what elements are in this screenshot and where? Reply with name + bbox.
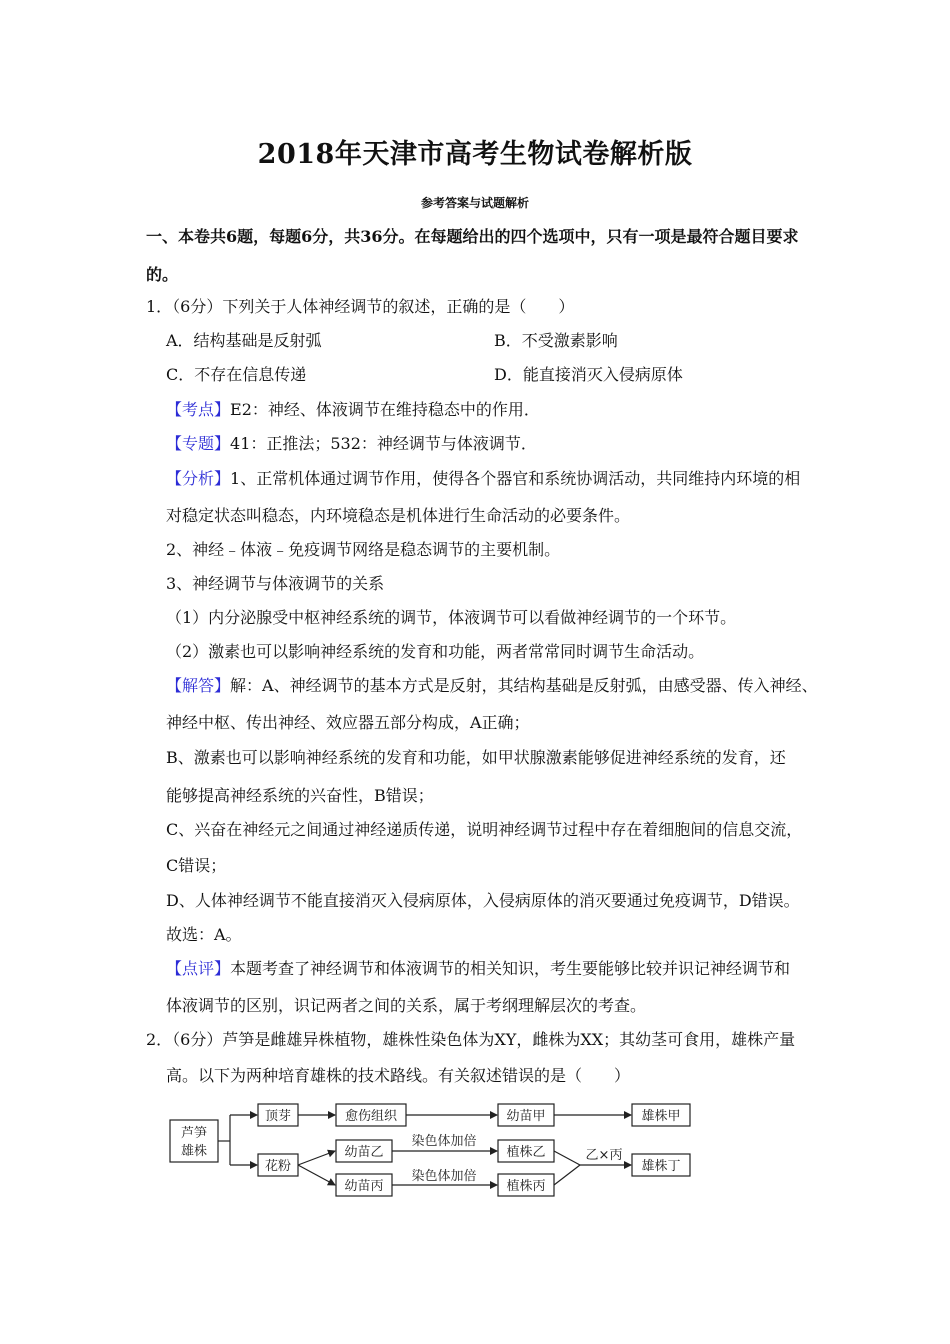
label-seedling-jia: 幼苗甲 [506,1109,546,1124]
q1-jieda-line8: 故选：A。 [166,925,242,944]
q1-stem: 1．（6分）下列关于人体神经调节的叙述，正确的是（ ） [146,297,575,316]
q1-fenxi-line3: 2、神经﹣体液﹣免疫调节网络是稳态调节的主要机制。 [166,540,561,559]
dianping-text: 本题考查了神经调节和体液调节的相关知识，考生要能够比较并识记神经调节和 [230,959,791,978]
page-subtitle: 参考答案与试题解析 [420,196,529,210]
q2-stem-line2: 高。以下为两种培育雄株的技术路线。有关叙述错误的是（ ） [166,1066,631,1085]
q1-zhuanti [166,431,537,454]
label-plant-yi: 植株乙 [506,1145,546,1160]
jieda-text: 解：A、神经调节的基本方式是反射，其结构基础是反射弧，由感受器、传入神经、 [230,676,818,695]
label-source-line1: 芦笋 [180,1126,208,1141]
label-male-ding: 雄株丁 [641,1159,681,1174]
q1-jieda-line3: B、激素也可以影响神经系统的发育和功能，如甲状腺激素能够促进神经系统的发育，还 [166,748,786,767]
fenxi-tag: 【分析】 [166,469,231,488]
q1-jieda-line6: C错误； [166,856,227,875]
q1-jieda-line2: 神经中枢、传出神经、效应器五部分构成，A正确； [166,713,530,732]
label-male-jia: 雄株甲 [641,1109,681,1124]
label-source-line2: 雄株 [180,1144,208,1159]
q1-fenxi-line6: （2）激素也可以影响神经系统的发育和功能，两者常常同时调节生命活动。 [166,642,705,661]
q1-jieda-line1 [166,673,818,696]
q1-option-b: B．不受激素影响 [494,331,618,350]
breeding-flow-diagram [160,1092,700,1204]
label-pollen: 花粉 [264,1159,292,1174]
fenxi-text: 1、正常机体通过调节作用，使得各个器官和系统协调活动，共同维持内环境的相 [230,469,801,488]
page-title: 2018年天津市高考生物试卷解析版 [257,139,693,170]
dianping-tag: 【点评】 [166,959,231,978]
q1-fenxi-line4: 3、神经调节与体液调节的关系 [166,574,385,593]
q1-dianping-line2: 体液调节的区别，识记两者之间的关系，属于考纲理解层次的考查。 [166,996,647,1015]
label-plant-bing: 植株丙 [506,1179,546,1194]
q1-jieda-line7: D、人体神经调节不能直接消灭入侵病原体，入侵病原体的消灭要通过免疫调节，D错误。 [166,891,800,910]
jieda-tag: 【解答】 [166,676,231,695]
q2-stem-line1: 2．（6分）芦笋是雌雄异株植物，雄株性染色体为XY，雌株为XX；其幼茎可食用，雄株产量 [146,1030,796,1049]
q1-option-c: C．不存在信息传递 [166,365,307,384]
zhuanti-tag: 【专题】 [166,434,231,453]
kaodian-text: E2：神经、体液调节在维持稳态中的作用． [230,400,540,419]
q1-jieda-line5: C、兴奋在神经元之间通过神经递质传递，说明神经调节过程中存在着细胞间的信息交流， [166,820,803,839]
q1-jieda-line4: 能够提高神经系统的兴奋性，B错误； [166,786,434,805]
q1-kaodian [166,397,540,420]
q1-fenxi-line5: （1）内分泌腺受中枢神经系统的调节，体液调节可以看做神经调节的一个环节。 [166,608,737,627]
label-doubling-1: 染色体加倍 [411,1134,477,1149]
label-callus: 愈伤组织 [344,1109,398,1124]
q1-option-d: D．能直接消灭入侵病原体 [494,365,683,384]
q1-option-a: A．结构基础是反射弧 [166,331,322,350]
label-doubling-2: 染色体加倍 [411,1169,477,1184]
zhuanti-text: 41：正推法；532：神经调节与体液调节． [230,434,537,453]
q1-dianping-line1 [166,956,790,979]
q1-fenxi-line2: 对稳定状态叫稳态，内环境稳态是机体进行生命活动的必要条件。 [166,506,631,525]
section-instruction-line2: 的。 [146,265,179,284]
label-seedling-bing: 幼苗丙 [344,1179,384,1194]
section-instruction-line1: 一、本卷共6题，每题6分，共36分。在每题给出的四个选项中，只有一项是最符合题目要求 [146,227,799,246]
label-cross: 乙×丙 [585,1148,623,1163]
q1-fenxi-line1 [166,466,800,489]
label-seedling-yi: 幼苗乙 [344,1145,384,1160]
label-apex: 顶芽 [264,1109,292,1124]
kaodian-tag: 【考点】 [166,400,231,419]
